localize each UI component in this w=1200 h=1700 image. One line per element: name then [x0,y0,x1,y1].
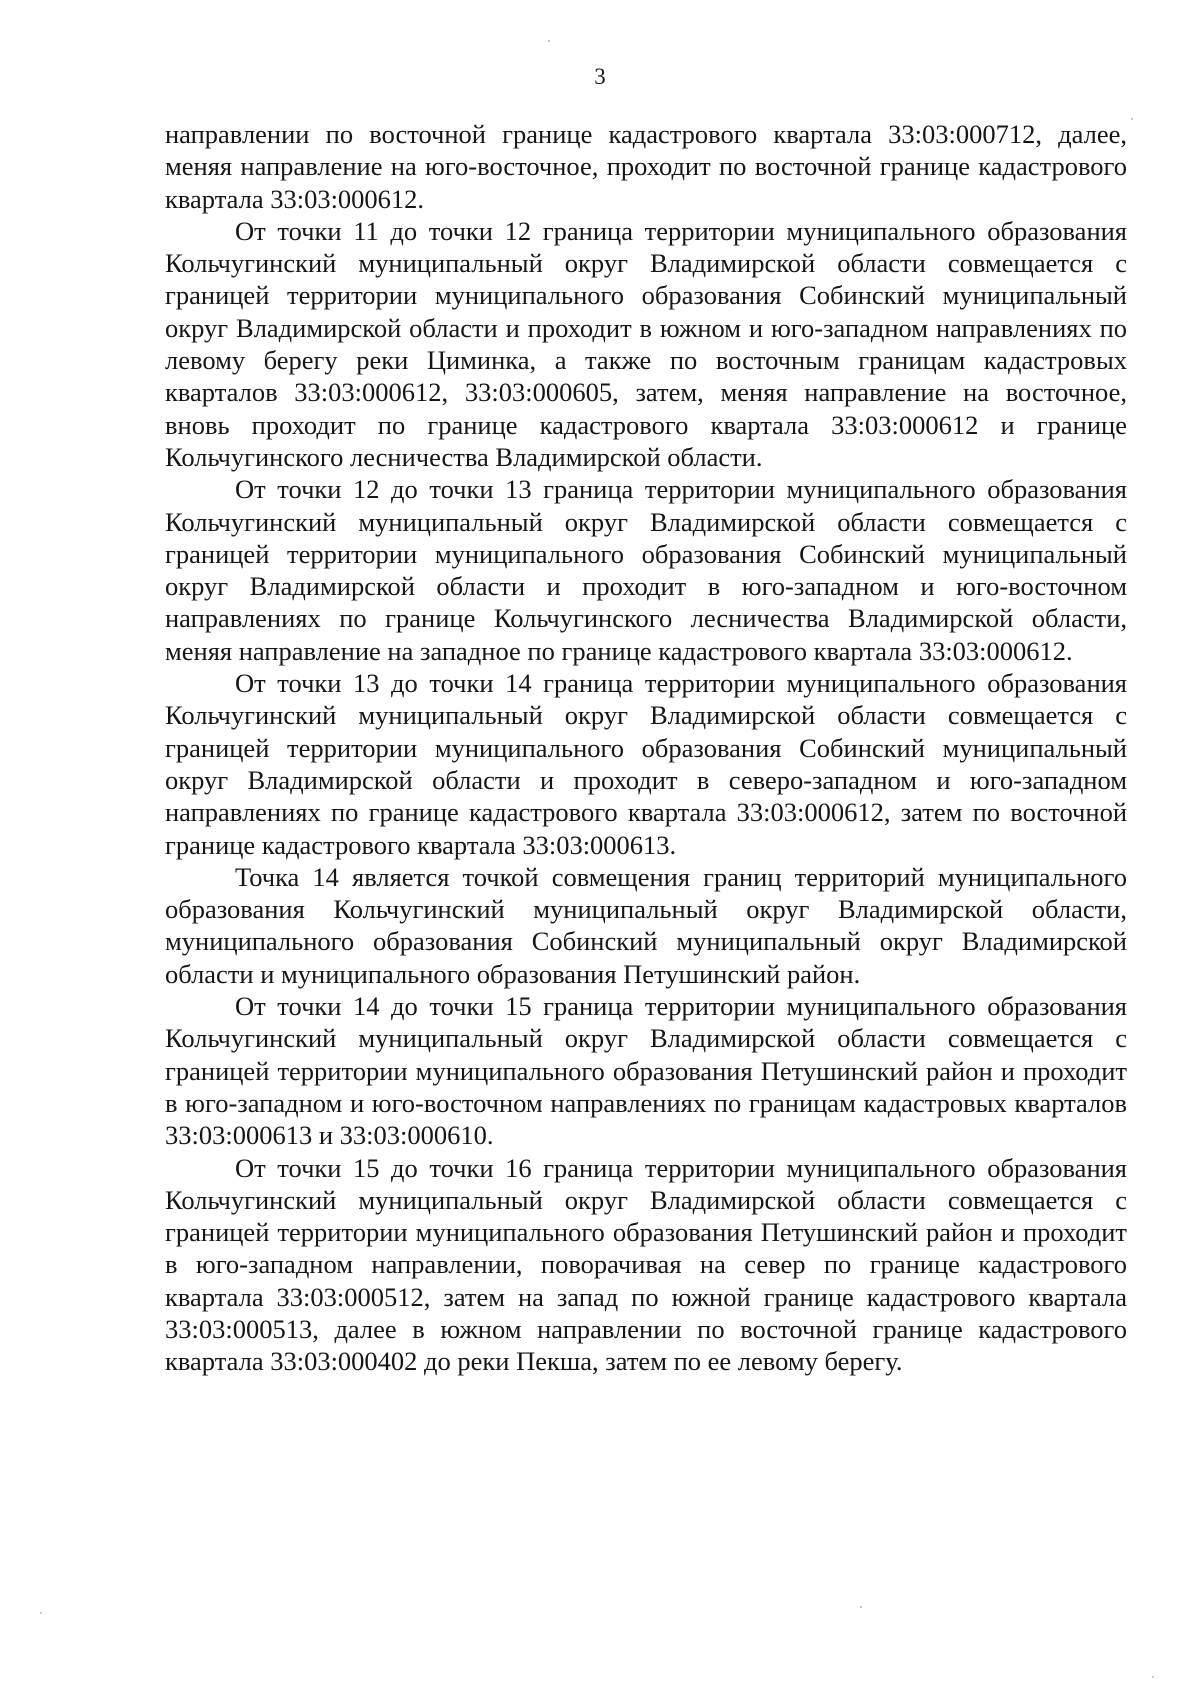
scan-speck [40,1612,42,1614]
scan-speck [1152,1676,1154,1678]
paragraph-point-14: Точка 14 является точкой совмещения границ территорий муниципального образования Кольчугинский муниципальный округ Владимирской области, муниципального образования Собинский муниципальный округ Владимирской области и муниципального образования Петушинский район. [165,861,1127,989]
paragraph-continuation: направлении по восточной границе кадастрового квартала 33:03:000712, далее, меняя направление на юго-восточное, проходит по восточной границе кадастрового квартала 33:03:000612. [165,119,1127,214]
page-number: 3 [594,64,606,89]
scan-speck [860,1606,862,1608]
paragraph-point-13-14: От точки 13 до точки 14 граница территории муниципального образования Кольчугинский муниципальный округ Владимирской области совмещается с границей территории муниципального образования Собинский муниципальный округ Владимирской области и проходит в северо-западном и юго-западном направлениях по границе кадастрового квартала 33:03:000612, затем по восточной границе кадастрового квартала 33:03:000613. [165,668,1127,860]
document-body [165,118,1127,1378]
scan-speck [1131,118,1133,120]
scan-speck [548,40,550,42]
paragraph-point-15-16: От точки 15 до точки 16 граница территории муниципального образования Кольчугинский муниципальный округ Владимирской области совмещается с границей территории муниципального образования Петушинский район и проходит в юго-западном направлении, поворачивая на север по границе кадастрового квартала 33:03:000512, затем на запад по южной границе кадастрового квартала 33:03:000513, далее в южном направлении по восточной границе кадастрового квартала 33:03:000402 до реки Пекша, затем по ее левому берегу. [165,1152,1127,1377]
paragraph-point-11-12: От точки 11 до точки 12 граница территории муниципального образования Кольчугинский муниципальный округ Владимирской области совмещается с границей территории муниципального образования Собинский муниципальный округ Владимирской области и проходит в южном и юго-западном направлениях по левому берегу реки Циминка, а также по восточным границам кадастровых кварталов 33:03:000612, 33:03:000605, затем, меняя направление на восточное, вновь проходит по границе кадастрового квартала 33:03:000612 и границе Кольчугинского лесничества Владимирской области. [165,215,1127,472]
paragraph-point-12-13: От точки 12 до точки 13 граница территории муниципального образования Кольчугинский муниципальный округ Владимирской области совмещается с границей территории муниципального образования Собинский муниципальный округ Владимирской области и проходит в юго-западном и юго-восточном направлениях по границе Кольчугинского лесничества Владимирской области, меняя направление на западное по границе кадастрового квартала 33:03:000612. [165,474,1127,666]
paragraph-point-14-15: От точки 14 до точки 15 граница территории муниципального образования Кольчугинский муниципальный округ Владимирской области совмещается с границей территории муниципального образования Петушинский район и проходит в юго-западном и юго-восточном направлениях по границам кадастровых кварталов 33:03:000613 и 33:03:000610. [165,991,1127,1151]
